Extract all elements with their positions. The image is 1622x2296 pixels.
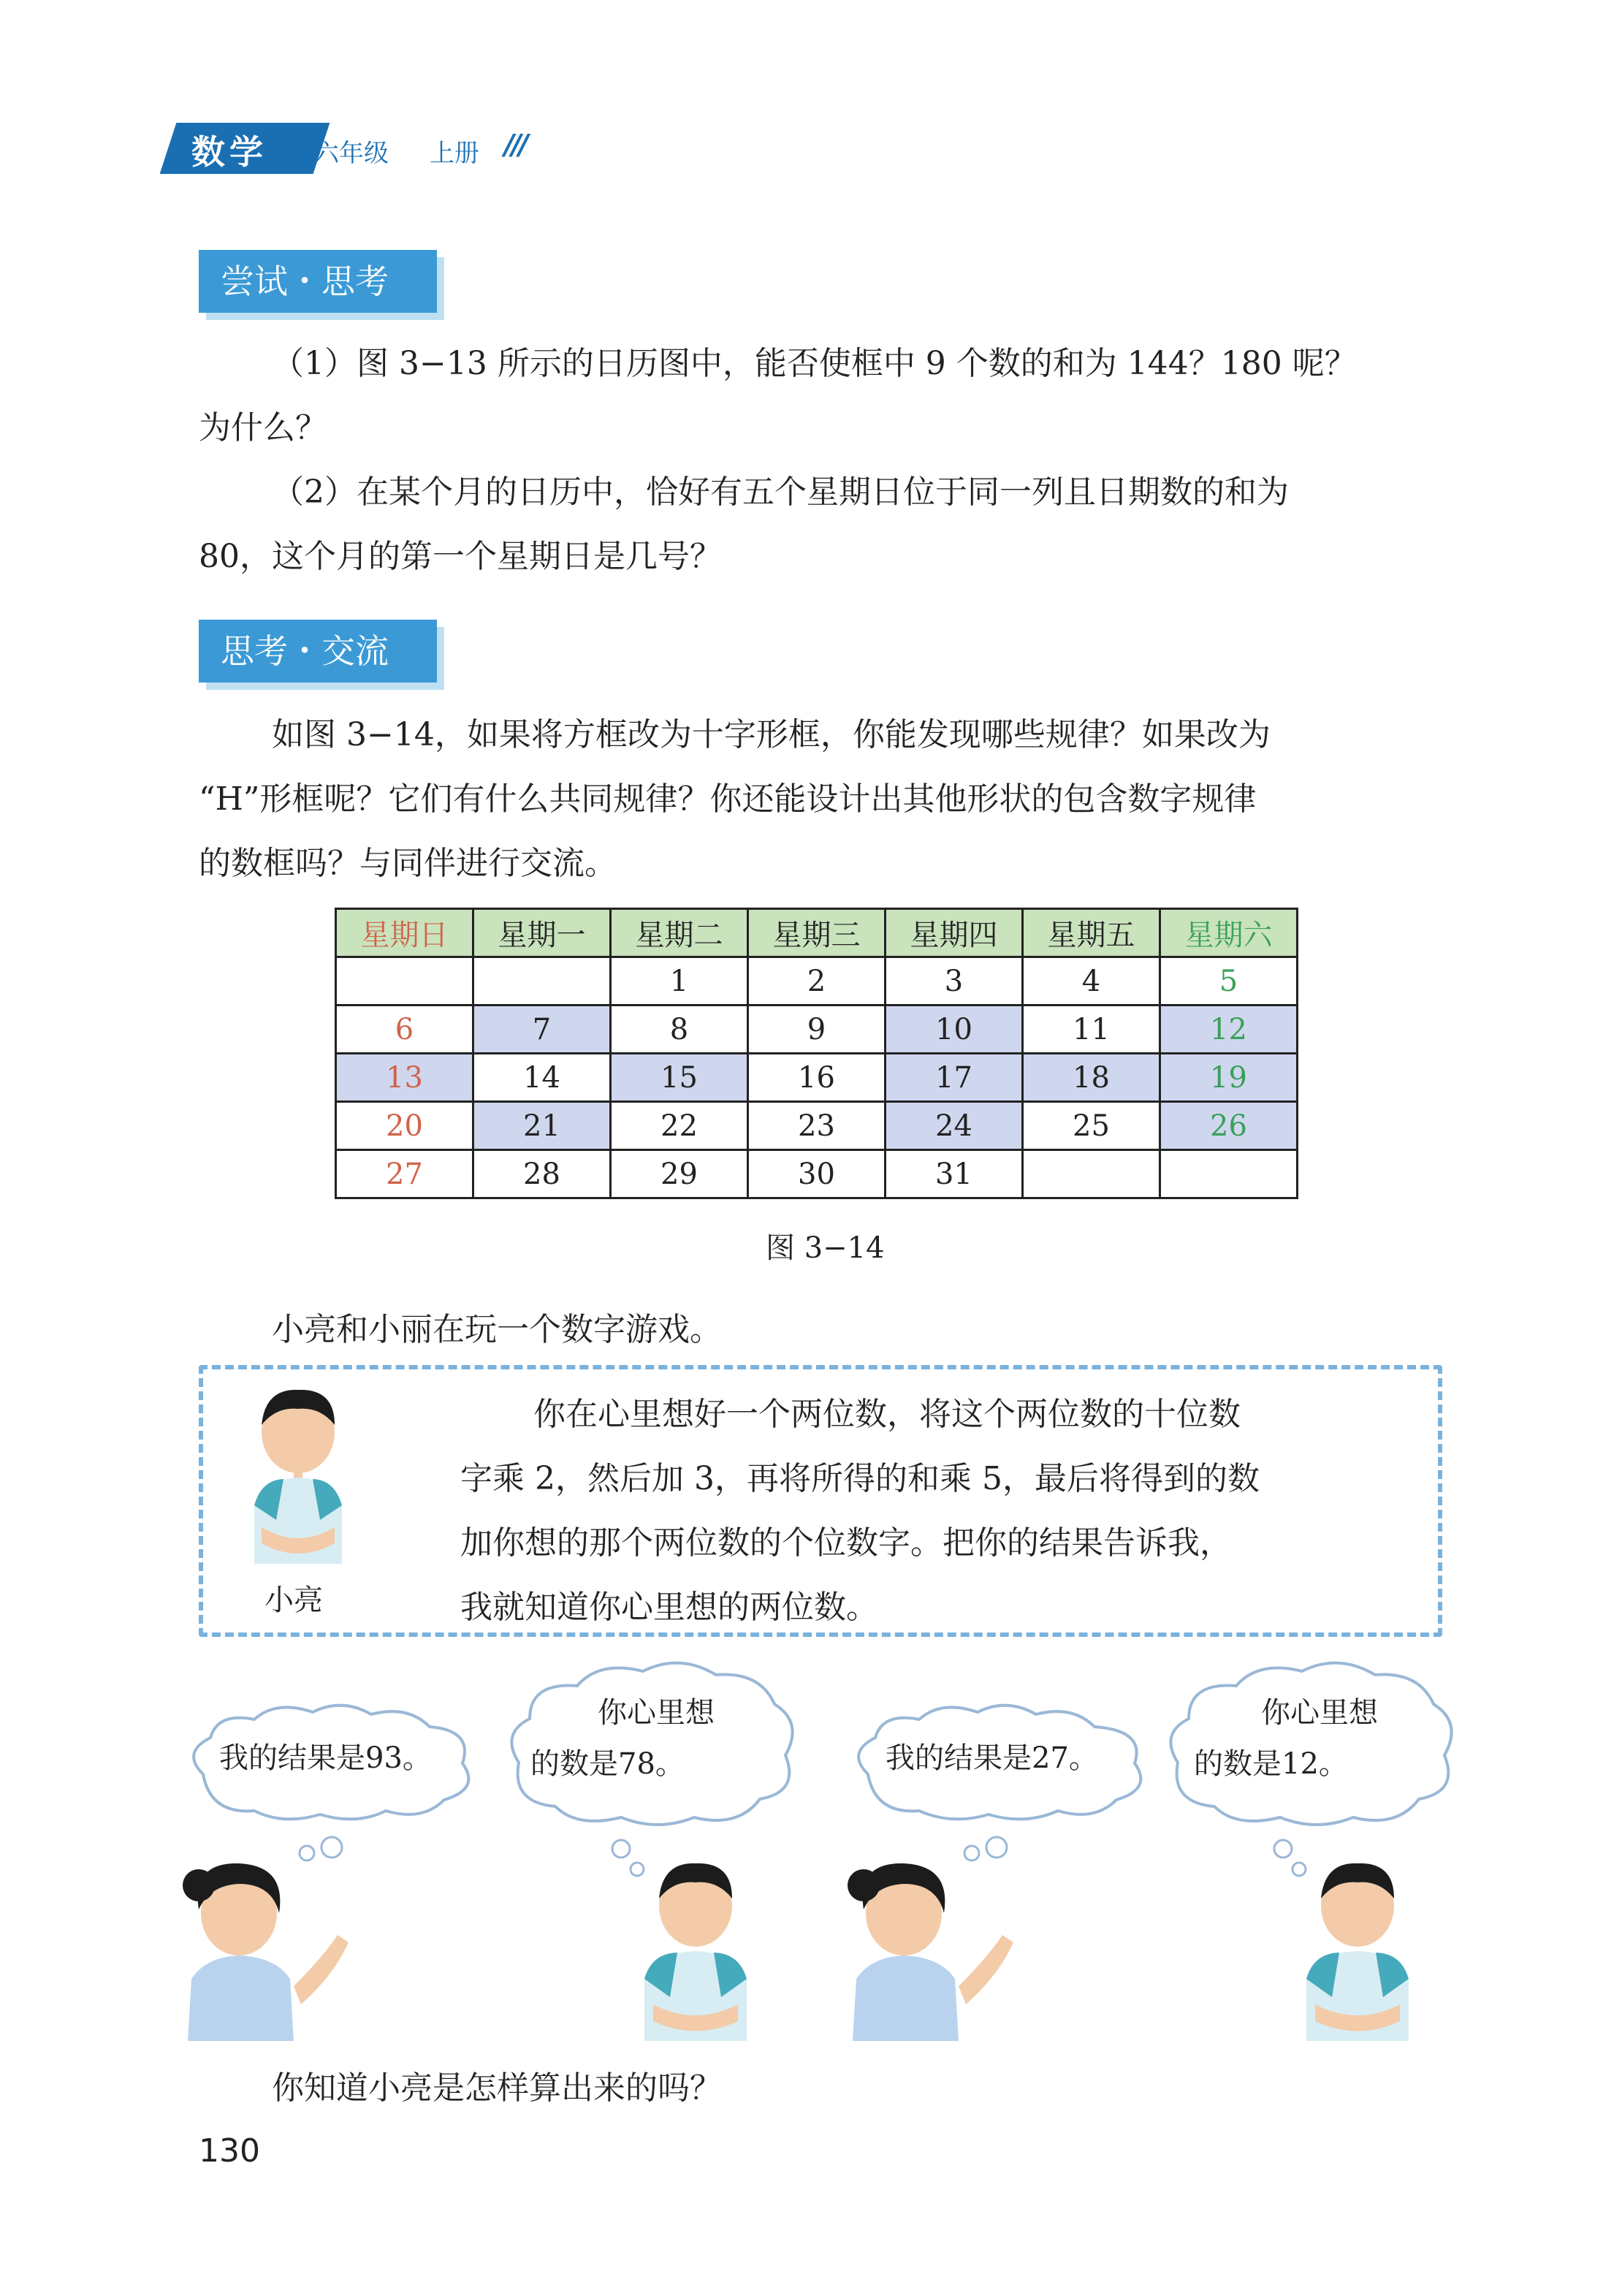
- exchange-line-1: 如图 3−14，如果将方框改为十字形框，你能发现哪些规律？如果改为: [272, 716, 1271, 753]
- thought-cloud-4-line-2: 的数是12。: [1194, 1747, 1348, 1781]
- thought-cloud-4-line-1: 你心里想: [1261, 1696, 1378, 1730]
- boy-speech-line-3: 加你想的那个两位数的个位数字。把你的结果告诉我，: [460, 1524, 1232, 1562]
- calendar-row: [336, 1006, 1298, 1054]
- calendar-header-cell: 星期四: [886, 909, 1023, 957]
- header-slashes: ///: [504, 129, 526, 161]
- calendar-row: [336, 1102, 1298, 1150]
- exchange-line-3: 的数框吗？与同伴进行交流。: [199, 845, 617, 882]
- section-tag-think-exchange: 思考・交流: [199, 620, 437, 683]
- calendar-cell: 4: [1023, 957, 1160, 1006]
- question-1-line-1: （1）图 3−13 所示的日历图中，能否使框中 9 个数的和为 144？180 呢？: [272, 345, 1357, 382]
- calendar-table: [335, 908, 1298, 1199]
- calendar-cell-highlighted: 24: [886, 1102, 1023, 1150]
- calendar-cell: 8: [611, 1006, 748, 1054]
- calendar-cell-highlighted: 26: [1160, 1102, 1298, 1150]
- calendar-row: [336, 1150, 1298, 1198]
- boy-figure-2-icon: [608, 1833, 769, 2045]
- calendar-cell: 2: [748, 957, 886, 1006]
- calendar-row: [336, 1054, 1298, 1102]
- calendar-cell: 1: [611, 957, 748, 1006]
- calendar-header-cell: 星期六: [1160, 909, 1298, 957]
- calendar-cell: [1023, 1150, 1160, 1198]
- figure-caption: 图 3−14: [766, 1231, 885, 1265]
- calendar-header-cell: 星期三: [748, 909, 886, 957]
- calendar-cell: 20: [336, 1102, 473, 1150]
- calendar-header-cell: 星期一: [473, 909, 611, 957]
- calendar-cell-highlighted: 12: [1160, 1006, 1298, 1054]
- calendar-cell-highlighted: 19: [1160, 1054, 1298, 1102]
- thought-cloud-2-line-2: 的数是78。: [530, 1747, 685, 1781]
- thought-cloud-2-line-1: 你心里想: [598, 1696, 715, 1730]
- calendar-header-cell: 星期二: [611, 909, 748, 957]
- exchange-line-2: “H”形框呢？它们有什么共同规律？你还能设计出其他形状的包含数字规律: [199, 780, 1257, 818]
- calendar-cell: [336, 957, 473, 1006]
- calendar-cell-highlighted: 7: [473, 1006, 611, 1054]
- calendar-cell: 25: [1023, 1102, 1160, 1150]
- calendar-cell: 6: [336, 1006, 473, 1054]
- header-volume: 上册: [430, 139, 479, 168]
- calendar-cell: 29: [611, 1150, 748, 1198]
- question-2-line-1: （2）在某个月的日历中，恰好有五个星期日位于同一列且日期数的和为: [272, 474, 1289, 511]
- boy-speech-line-1: 你在心里想好一个两位数，将这个两位数的十位数: [533, 1396, 1241, 1433]
- game-intro: 小亮和小丽在玩一个数字游戏。: [272, 1311, 722, 1348]
- calendar-cell-highlighted: 21: [473, 1102, 611, 1150]
- boy-figure-3-icon: [1270, 1833, 1431, 2045]
- section-tag-try-think: 尝试・思考: [199, 250, 437, 313]
- calendar-header-cell: 星期日: [336, 909, 473, 957]
- calendar-cell-highlighted: 15: [611, 1054, 748, 1102]
- calendar-cell: 30: [748, 1150, 886, 1198]
- thought-cloud-3-text: 我的结果是27。: [886, 1741, 1098, 1775]
- calendar-cell-highlighted: 10: [886, 1006, 1023, 1054]
- calendar-cell: 23: [748, 1102, 886, 1150]
- calendar-cell: [1160, 1150, 1298, 1198]
- calendar-cell-highlighted: 13: [336, 1054, 473, 1102]
- calendar-cell: 5: [1160, 957, 1298, 1006]
- calendar-header-cell: 星期五: [1023, 909, 1160, 957]
- question-1-line-2: 为什么？: [199, 409, 327, 446]
- calendar-cell: 14: [473, 1054, 611, 1102]
- calendar-cell-highlighted: 18: [1023, 1054, 1160, 1102]
- calendar-cell: 9: [748, 1006, 886, 1054]
- calendar-row: [336, 957, 1298, 1006]
- header-subject: 数学: [191, 132, 267, 172]
- boy-speech-line-4: 我就知道你心里想的两位数。: [460, 1589, 878, 1626]
- calendar-cell: 27: [336, 1150, 473, 1198]
- boy-speech-line-2: 字乘 2，然后加 3，再将所得的和乘 5，最后将得到的数: [460, 1460, 1260, 1497]
- calendar-cell: 16: [748, 1054, 886, 1102]
- boy-figure-icon: [232, 1381, 364, 1571]
- closing-question: 你知道小亮是怎样算出来的吗？: [272, 2069, 722, 2107]
- boy-speech: [460, 1383, 1425, 1640]
- calendar-cell: [473, 957, 611, 1006]
- header-grade: 六年级: [314, 139, 389, 168]
- calendar-cell: 22: [611, 1102, 748, 1150]
- calendar-header-row: [336, 909, 1298, 957]
- girl-figure-2-icon: [834, 1833, 1046, 2045]
- calendar-cell-highlighted: 17: [886, 1054, 1023, 1102]
- boy-name-label: 小亮: [264, 1584, 323, 1617]
- question-2-line-2: 80，这个月的第一个星期日是几号？: [199, 538, 722, 575]
- calendar-cell: 31: [886, 1150, 1023, 1198]
- page-number: 130: [199, 2132, 260, 2170]
- girl-figure-icon: [170, 1833, 381, 2045]
- calendar-cell: 3: [886, 957, 1023, 1006]
- calendar-cell: 28: [473, 1150, 611, 1198]
- calendar-cell: 11: [1023, 1006, 1160, 1054]
- thought-cloud-1-text: 我的结果是93。: [219, 1741, 432, 1775]
